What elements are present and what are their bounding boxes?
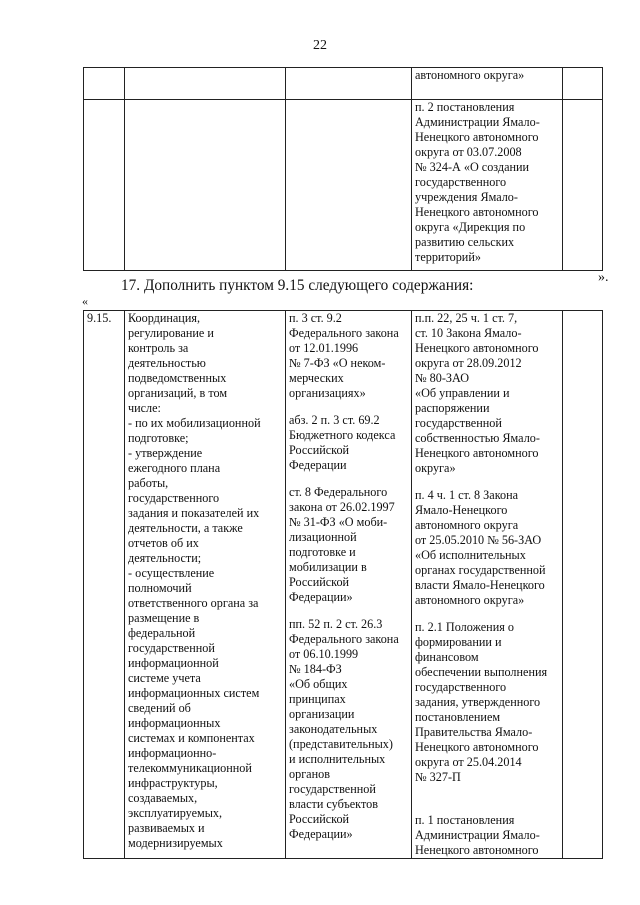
table-cell bbox=[412, 68, 563, 100]
cell-text: автономного округа» bbox=[415, 68, 525, 82]
regional-basis-item: п. 1 постановления Администрации Ямало- Ненецкого автономного bbox=[415, 813, 540, 857]
table-cell bbox=[286, 100, 412, 271]
regional-basis-item: п. 2.1 Положения о формировании и финансовом обеспечении выполнения государственного задания, утвержденного постановлением Правительства Ямало- Ненецкого автономного округа от 25.04.2014 № 327-П bbox=[415, 620, 548, 784]
federal-basis-item: абз. 2 п. 3 ст. 69.2 Бюджетного кодекса Российской Федерации bbox=[289, 413, 396, 472]
amendment-heading: 17. Дополнить пунктом 9.15 следующего содержания: bbox=[121, 277, 474, 294]
item-number-cell bbox=[84, 311, 125, 859]
item-number: 9.15. bbox=[87, 311, 112, 325]
table-cell bbox=[563, 311, 603, 859]
table-row bbox=[84, 68, 603, 100]
table-cell bbox=[412, 100, 563, 271]
table-cell bbox=[125, 68, 286, 100]
regional-basis-cell bbox=[412, 311, 563, 859]
opening-quote: « bbox=[82, 294, 88, 308]
cell-text: п. 2 постановления Администрации Ямало- Ненецкого автономного округа от 03.07.2008 № 324-А «О создании государственного учреждения Ямало- Ненецкого автономного округа «Дирекция по развитию сельских территорий» bbox=[415, 100, 540, 264]
page-number: 22 bbox=[313, 38, 327, 53]
closing-quote: ». bbox=[598, 270, 609, 285]
federal-basis-item: п. 3 ст. 9.2 Федерального закона от 12.01.1996 № 7-ФЗ «О неком- мерческих организациях» bbox=[289, 311, 399, 400]
federal-basis-item: пп. 52 п. 2 ст. 26.3 Федерального закона от 06.10.1999 № 184-ФЗ «Об общих принципах организации законодательных (представительных) и исполнительных органов государственной власти субъектов Российской Федерации» bbox=[289, 617, 399, 841]
regional-basis-item: п. 4 ч. 1 ст. 8 Закона Ямало-Ненецкого автономного округа от 25.05.2010 № 56-ЗАО «Об исполнительных органах государственной власти Ямало-Ненецкого автономного округа» bbox=[415, 488, 546, 607]
table-cell bbox=[286, 68, 412, 100]
table-cell bbox=[84, 100, 125, 271]
table-row bbox=[84, 311, 603, 859]
table-cell bbox=[563, 68, 603, 100]
regional-basis-item: п.п. 22, 25 ч. 1 ст. 7, ст. 10 Закона Ямало- Ненецкого автономного округа от 28.09.2012 № 80-ЗАО «Об управлении и распоряжении государственной собственностью Ямало- Ненецкого автономного округа» bbox=[415, 311, 540, 475]
federal-basis-item: ст. 8 Федерального закона от 26.02.1997 № 31-ФЗ «О моби- лизационной подготовке и мобилизации в Российской Федерации» bbox=[289, 485, 395, 604]
continuation-table bbox=[83, 67, 603, 271]
table-row bbox=[84, 100, 603, 271]
responsibility-table bbox=[83, 310, 603, 859]
table-cell bbox=[125, 100, 286, 271]
function-text: Координация, регулирование и контроль за деятельностью подведомственных организаций, в том числе: - по их мобилизационной подготовке; - утверждение ежегодного плана работы, государственного задания и показателей их деятельности, а также отчетов об их деятельности; - осуществление полномочий ответственного органа за размещение в федеральной государственной информационной системе учета информационных систем сведений об информационных системах и компонентах информационно- телекоммуникационной инфраструктуры, создаваемых, эксплуатируемых, развиваемых и модернизируемых bbox=[128, 311, 261, 850]
function-cell bbox=[125, 311, 286, 859]
federal-basis-cell bbox=[286, 311, 412, 859]
table-cell bbox=[563, 100, 603, 271]
table-cell bbox=[84, 68, 125, 100]
